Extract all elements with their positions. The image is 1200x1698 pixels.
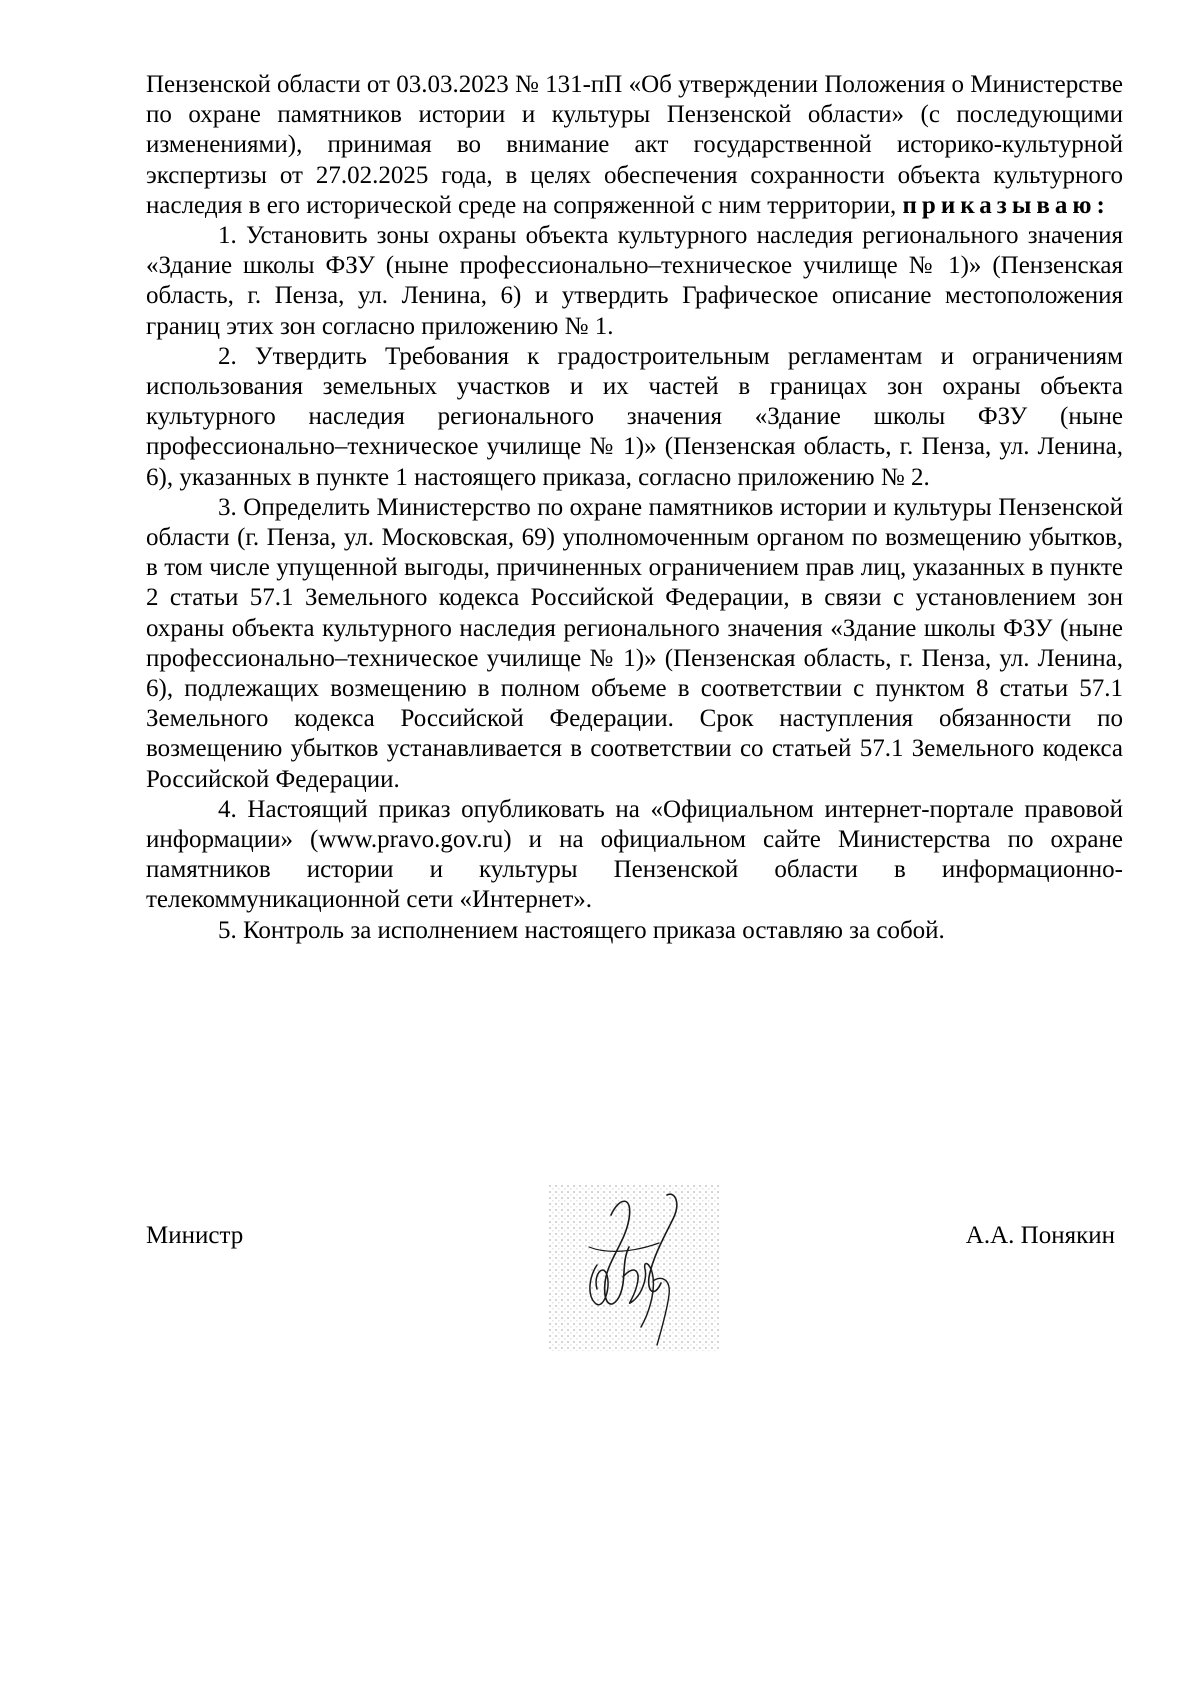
clause-3: 3. Определить Министерство по охране памятников истории и культуры Пензенской области (г. Пенза, ул. Московская, 69) уполномоченным органом по возмещению убытков, в том числе упущенной выгоды, причиненных ограничением прав лиц, указанных в пункте 2 статьи 57.1 Земельного кодекса Российской Федерации, в связи с установлением зон охраны объекта культурного наследия регионального значения «Здание школы ФЗУ (ныне профессионально–техническое училище № 1)» (Пензенская область, г. Пенза, ул. Ленина, 6), подлежащих возмещению в полном объеме в соответствии с пунктом 8 статьи 57.1 Земельного кодекса Российской Федерации. Срок наступления обязанности по возмещению убытков устанавливается в соответствии со статьей 57.1 Земельного кодекса Российской Федерации. bbox=[146, 493, 1123, 793]
clause-2: 2. Утвердить Требования к градостроительным регламентам и ограничениям использования земельных участков и их частей в границах зон охраны объекта культурного наследия регионального значения «Здание школы ФЗУ (ныне профессионально–техническое училище № 1)» (Пензенская область, г. Пенза, ул. Ленина, 6), указанных в пункте 1 настоящего приказа, согласно приложению № 2. bbox=[146, 342, 1123, 491]
signature-block bbox=[146, 1185, 1123, 1355]
clause-5: 5. Контроль за исполнением настоящего приказа оставляю за собой. bbox=[218, 916, 945, 944]
document-body bbox=[146, 70, 1123, 946]
clause-1: 1. Установить зоны охраны объекта культурного наследия регионального значения «Здание школы ФЗУ (ныне профессионально–техническое училище № 1)» (Пензенская область, г. Пенза, ул. Ленина, 6) и утвердить Графическое описание местоположения границ этих зон согласно приложению № 1. bbox=[146, 222, 1123, 340]
preamble-text: Пензенской области от 03.03.2023 № 131-пП «Об утверждении Положения о Министерстве по охране памятников истории и культуры Пензенской области» (с последующими изменениями), принимая во внимание акт государственной историко-культурной экспертизы от 27.02.2025 года, в целях обеспечения сохранности объекта культурного наследия в его исторической среде на сопряженной с ним территории, bbox=[146, 71, 1123, 219]
handwritten-signature-icon bbox=[549, 1185, 719, 1351]
signatory-title: Министр bbox=[146, 1222, 244, 1249]
order-keyword: приказываю: bbox=[902, 191, 1110, 219]
clause-4: 4. Настоящий приказ опубликовать на «Официальном интернет-портале правовой информации» (www.pravo.gov.ru) и на официальном сайте Министерства по охране памятников истории и культуры Пензенской области в информационно-телекоммуникационной сети «Интернет». bbox=[146, 795, 1123, 914]
preamble-paragraph bbox=[146, 70, 1123, 221]
signatory-name: А.А. Понякин bbox=[965, 1222, 1115, 1249]
